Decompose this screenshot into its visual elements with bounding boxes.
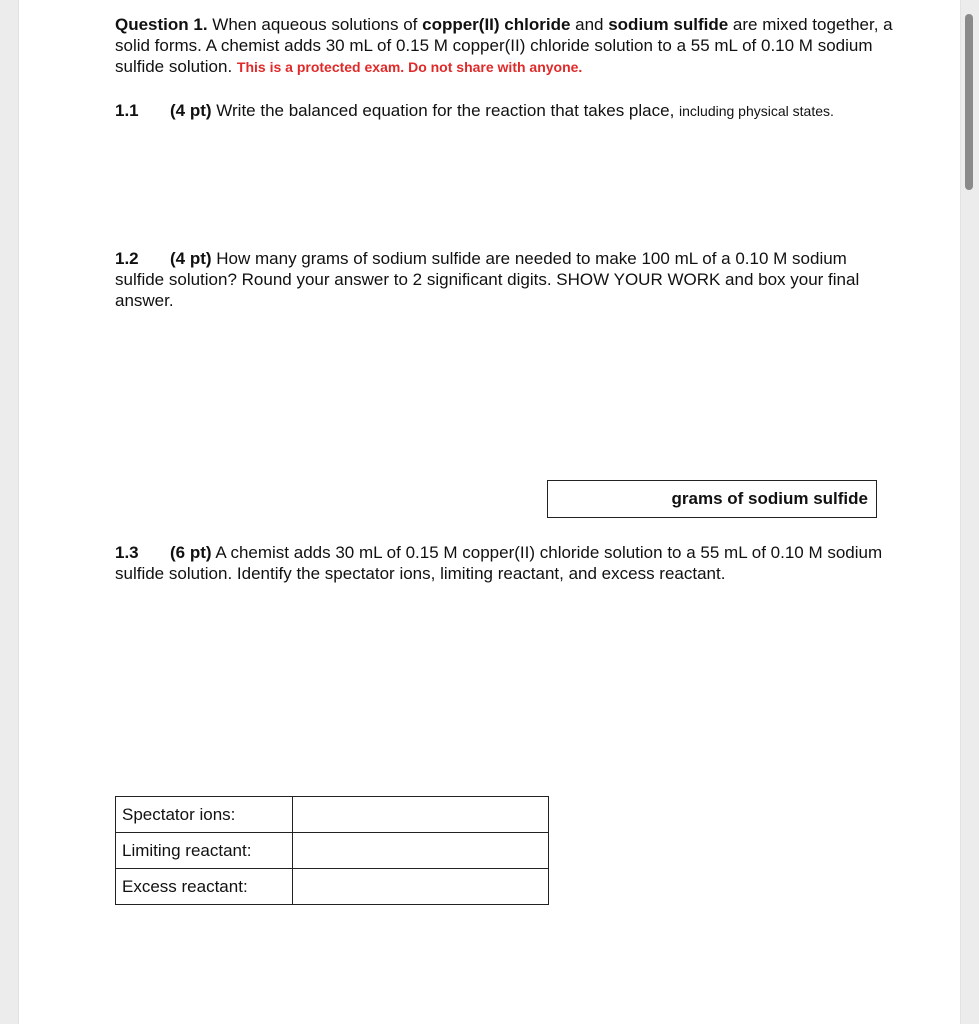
part-number: 1.1 <box>115 101 139 120</box>
document-page <box>18 0 961 1024</box>
question-heading: Question 1. <box>115 15 208 34</box>
part-text: A chemist adds 30 mL of 0.15 M copper(II) chloride solution to a 55 mL of 0.10 M sodium sulfide solution. Identify the spectator ions, limiting reactant, and excess reactant. <box>115 543 883 583</box>
spectator-ions-label: Spectator ions: <box>116 797 293 833</box>
part-1-2 <box>115 248 895 311</box>
table-row <box>116 797 549 833</box>
limiting-reactant-label: Limiting reactant: <box>116 833 293 869</box>
question-intro <box>115 14 895 78</box>
part-1-3 <box>115 542 895 584</box>
table-row <box>116 869 549 905</box>
part-points: (6 pt) <box>170 543 212 562</box>
excess-reactant-label: Excess reactant: <box>116 869 293 905</box>
excess-reactant-answer-cell[interactable] <box>293 869 549 905</box>
part-number: 1.2 <box>115 249 139 268</box>
part-1-1 <box>115 100 895 122</box>
part-text: Write the balanced equation for the reaction that takes place, <box>211 101 680 120</box>
intro-bold-copper-chloride: copper(II) chloride <box>422 15 571 34</box>
spectator-ions-answer-cell[interactable] <box>293 797 549 833</box>
intro-text-3: are mixed together, a solid forms. A chemist adds 30 mL of 0.15 M copper(II) chloride solution to a 55 mL of 0.10 M sodium sulfide solution. <box>115 15 893 76</box>
part-text: How many grams of sodium sulfide are needed to make 100 mL of a 0.10 M sodium sulfide solution? Round your answer to 2 significant digits. SHOW YOUR WORK and box your final answer. <box>115 249 860 310</box>
part-points: (4 pt) <box>170 101 212 120</box>
answer-box-grams[interactable] <box>547 480 877 518</box>
scrollbar[interactable] <box>961 0 979 1024</box>
intro-text-1: When aqueous solutions of <box>207 15 423 34</box>
protected-exam-notice: This is a protected exam. Do not share with anyone. <box>236 59 583 75</box>
part-number: 1.3 <box>115 543 139 562</box>
intro-text-2: and <box>570 15 609 34</box>
intro-bold-sodium-sulfide: sodium sulfide <box>608 15 729 34</box>
table-row <box>116 833 549 869</box>
scrollbar-thumb[interactable] <box>965 14 973 190</box>
answer-table <box>115 796 549 905</box>
part-points: (4 pt) <box>170 249 212 268</box>
part-small-text: including physical states. <box>679 103 834 119</box>
answer-box-label: grams of sodium sulfide <box>671 489 868 508</box>
limiting-reactant-answer-cell[interactable] <box>293 833 549 869</box>
